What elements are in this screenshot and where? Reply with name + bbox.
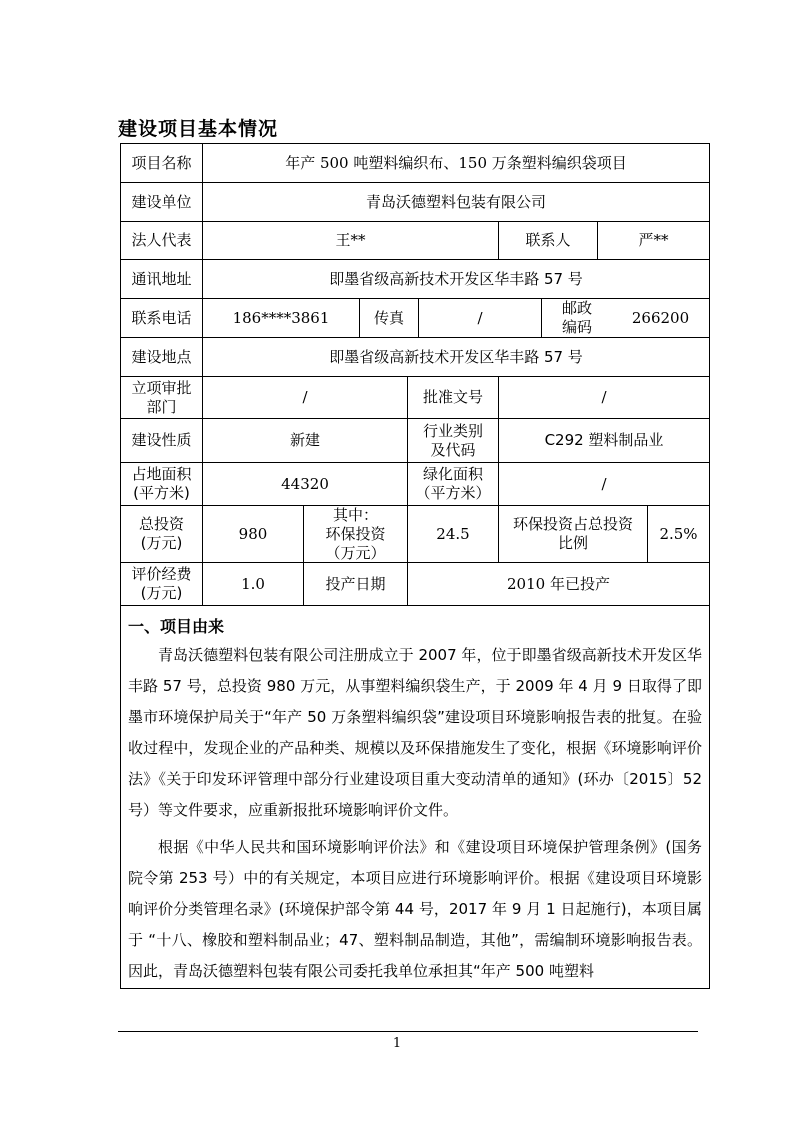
legal-rep-value: 王** bbox=[335, 231, 366, 249]
phone-label: 联系电话 bbox=[131, 308, 192, 327]
env-ratio-label: 环保投资占总投资 比例 bbox=[512, 515, 633, 552]
fee-value: 1.0 bbox=[241, 574, 265, 593]
section-heading: 一、项目由来 bbox=[128, 617, 225, 636]
area-label: 占地面积 (平方米) bbox=[131, 465, 192, 502]
postcode-label: 邮政 编码 bbox=[561, 299, 592, 336]
project-name-label: 项目名称 bbox=[131, 153, 192, 172]
area-value: 44320 bbox=[281, 474, 329, 493]
nature-value: 新建 bbox=[289, 431, 320, 449]
unit-value: 青岛沃德塑料包装有限公司 bbox=[365, 192, 546, 211]
legal-rep-label: 法人代表 bbox=[131, 231, 192, 249]
env-ratio-value: 2.5% bbox=[659, 524, 698, 543]
green-label: 绿化面积 （平方米） bbox=[415, 465, 491, 502]
industry-value: C292 塑料制品业 bbox=[544, 431, 664, 449]
env-investment-value: 24.5 bbox=[436, 524, 470, 543]
investment-value: 980 bbox=[238, 524, 268, 543]
postcode-value: 266200 bbox=[631, 308, 690, 327]
page-number: 1 bbox=[392, 1036, 402, 1051]
address-label: 通讯地址 bbox=[131, 269, 192, 288]
nature-label: 建设性质 bbox=[131, 431, 192, 449]
approval-dept-label: 立项审批 部门 bbox=[131, 378, 192, 416]
paragraph-2: 根据《中华人民共和国环境影响评价法》和《建设项目环境保护管理条例》(国务院令第 253 号）中的有关规定，本项目应进行环境影响评价。根据《建设项目环境影响评价分类管理名录》(环境保护部令第 44 号，2017 年 9 月 1 日起施行)，本项目属于 “十八、橡胶和塑料制品业；47、塑料制品制造，其他”，需编制环境影响报告表。因此，青岛沃德塑料包装有限公司委托我单位承担其“年产 500 吨塑料 bbox=[128, 838, 702, 980]
approval-dept-value: / bbox=[302, 388, 308, 406]
fax-label: 传真 bbox=[373, 308, 404, 327]
approval-no-label: 批准文号 bbox=[422, 388, 483, 406]
investment-label: 总投资 (万元) bbox=[138, 515, 184, 552]
contact-label: 联系人 bbox=[525, 231, 571, 249]
address-value: 即墨省级高新技术开发区华丰路 57 号 bbox=[329, 269, 583, 288]
fee-label: 评价经费 (万元) bbox=[131, 565, 192, 602]
approval-no-value: / bbox=[601, 388, 607, 406]
contact-value: 严** bbox=[638, 231, 669, 249]
project-name-value: 年产 500 吨塑料编织布、150 万条塑料编织袋项目 bbox=[285, 153, 627, 172]
industry-label: 行业类别 及代码 bbox=[422, 421, 483, 459]
unit-label: 建设单位 bbox=[131, 192, 192, 211]
site-value: 即墨省级高新技术开发区华丰路 57 号 bbox=[329, 347, 583, 366]
production-date-value: 2010 年已投产 bbox=[507, 574, 610, 593]
production-date-label: 投产日期 bbox=[325, 574, 386, 593]
site-label: 建设地点 bbox=[131, 347, 192, 366]
paragraph-1: 青岛沃德塑料包装有限公司注册成立于 2007 年，位于即墨省级高新技术开发区华丰路 57 号，总投资 980 万元，从事塑料编织袋生产，于 2009 年 4 月 9 日取得了即墨市环境保护局关于“年产 50 万条塑料编织袋”建设项目环境影响报告表的批复。在验收过程中，发现企业的产品种类、规模以及环保措施发生了变化，根据《环境影响评价法》《关于印发环评管理中部分行业建设项目重大变动清单的通知》(环办〔2015〕52 号）等文件要求，应重新报批环境影响评价文件。 bbox=[128, 646, 702, 819]
env-investment-label: 其中： 环保投资 （万元） bbox=[325, 505, 386, 562]
green-value: / bbox=[601, 474, 607, 493]
page-title: 建设项目基本情况 bbox=[118, 118, 279, 140]
phone-value: 186****3861 bbox=[232, 308, 330, 327]
fax-value: / bbox=[477, 308, 483, 327]
footer-divider bbox=[118, 1031, 698, 1032]
